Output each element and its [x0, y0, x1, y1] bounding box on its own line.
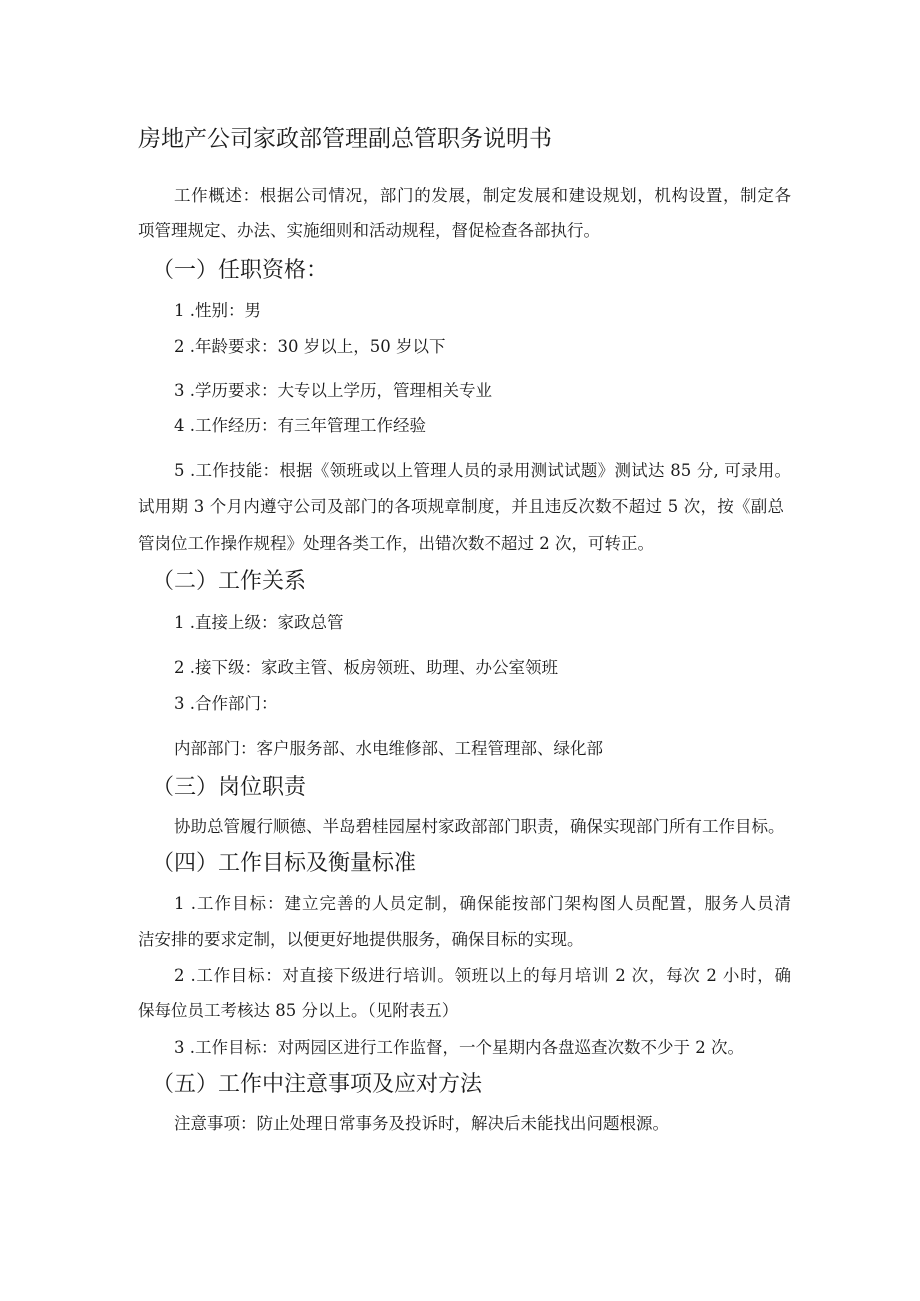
relation-item: 1 .直接上级：家政总管: [174, 613, 344, 632]
goal-item: 1 .工作目标：建立完善的人员定制，确保能按部门架构图人员配置，服务人员清: [174, 894, 791, 913]
section-heading-precautions: （五）工作中注意事项及应对方法: [152, 1072, 483, 1097]
goal-item-continued: 洁安排的要求定制，以便更好地提供服务，确保目标的实现。: [138, 930, 584, 949]
qualification-item: 3 .学历要求：大专以上学历，管理相关专业: [174, 381, 492, 400]
duty-item: 协助总管履行顺德、半岛碧桂园屋村家政部部门职责，确保实现部门所有工作目标。: [174, 817, 785, 836]
goal-item-continued: 保每位员工考核达 85 分以上。（见附表五）: [138, 1001, 459, 1020]
section-heading-duties: （三）岗位职责: [152, 775, 307, 800]
page-title: 房地产公司家政部管理副总管职务说明书: [138, 126, 552, 152]
goal-item: 2 .工作目标：对直接下级进行培训。领班以上的每月培训 2 次，每次 2 小时，确: [174, 966, 791, 985]
section-heading-goals: （四）工作目标及衡量标准: [152, 851, 417, 876]
relation-item: 3 .合作部门：: [174, 694, 278, 713]
section-heading-qualifications: （一）任职资格：: [152, 258, 329, 283]
overview-line-1: 工作概述：根据公司情况，部门的发展，制定发展和建设规划，机构设置，制定各: [174, 186, 791, 205]
section-heading-relations: （二）工作关系: [152, 569, 307, 594]
relation-item: 内部部门：客户服务部、水电维修部、工程管理部、绿化部: [174, 739, 603, 758]
precaution-item: 注意事项：防止处理日常事务及投诉时，解决后未能找出问题根源。: [174, 1114, 669, 1133]
qualification-item: 4 .工作经历：有三年管理工作经验: [174, 416, 426, 435]
qualification-item: 2 .年龄要求：30 岁以上，50 岁以下: [174, 337, 446, 356]
overview-line-2: 项管理规定、办法、实施细则和活动规程，督促检查各部执行。: [138, 221, 600, 240]
qualification-item-continued: 管岗位工作操作规程》处理各类工作，出错次数不超过 2 次，可转正。: [138, 534, 654, 553]
goal-item: 3 .工作目标：对两园区进行工作监督，一个星期内各盘巡查次数不少于 2 次。: [174, 1038, 744, 1057]
relation-item: 2 .接下级：家政主管、板房领班、助理、办公室领班: [174, 658, 558, 677]
qualification-item: 5 .工作技能：根据《领班或以上管理人员的录用测试试题》测试达 85 分, 可录用。: [174, 461, 791, 480]
qualification-item-continued: 试用期 3 个月内遵守公司及部门的各项规章制度，并且违反次数不超过 5 次，按《副总: [138, 497, 784, 516]
qualification-item: 1 .性别：男: [174, 301, 261, 320]
